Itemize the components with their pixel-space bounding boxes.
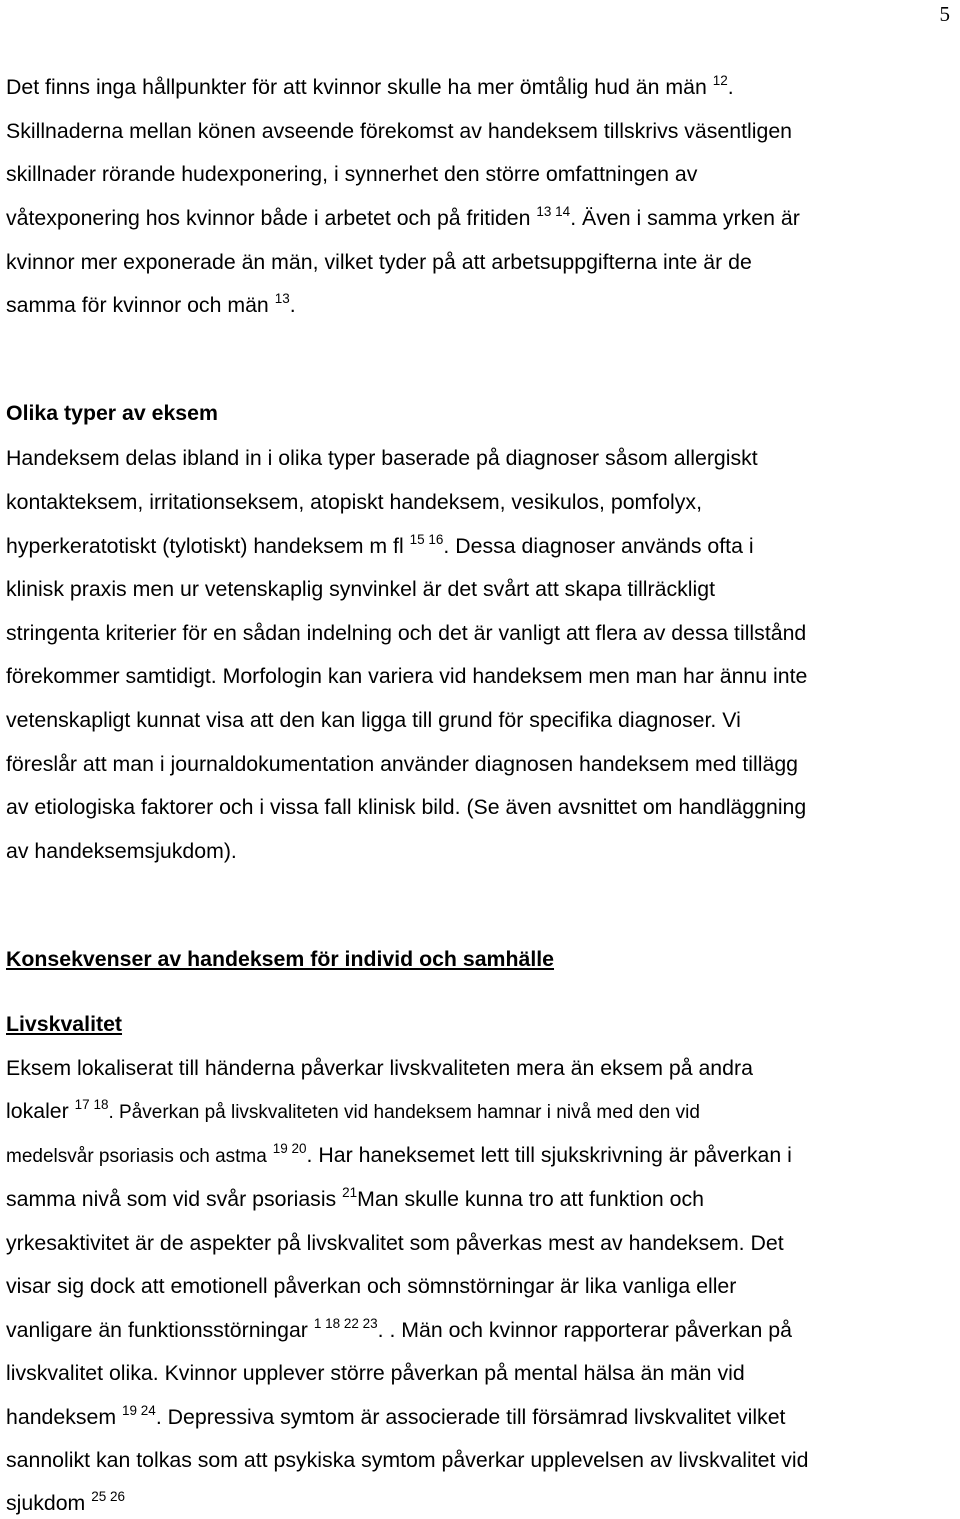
line-text: . Dessa diagnoser används ofta i — [443, 534, 754, 558]
line-text: . — [727, 75, 734, 99]
citation: 13 14 — [536, 204, 571, 219]
text-line: skillnader rörande hudexponering, i synnerhet den större omfattningen av — [6, 162, 698, 186]
line-text: lokaler — [6, 1099, 69, 1123]
line-text: . Påverkan på livskvaliteten vid handeksem hamnar i nivå med den vid — [108, 1102, 700, 1123]
line-text: samma nivå som vid svår psoriasis — [6, 1187, 337, 1211]
citation: 25 26 — [91, 1489, 126, 1504]
text-line: sannolikt kan tolkas som att psykiska symtom påverkar upplevelsen av livskvalitet vid — [6, 1448, 809, 1472]
line-text: . — [289, 293, 296, 317]
line-text: Det finns inga hållpunkter för att kvinnor skulle ha mer ömtålig hud än män — [6, 75, 707, 99]
line-text: vanligare än funktionsstörningar — [6, 1318, 308, 1342]
citation: 19 20 — [272, 1141, 307, 1156]
citation: 19 24 — [122, 1403, 156, 1418]
citation: 1 18 22 23 — [313, 1316, 378, 1331]
section-heading: Olika typer av eksem — [6, 401, 218, 425]
citation: 17 18 — [74, 1097, 109, 1112]
text-line: Skillnaderna mellan könen avseende förekomst av handeksem tillskrivs väsentligen — [6, 119, 793, 143]
citation: 21 — [342, 1185, 358, 1200]
line-text: . . Män och kvinnor rapporterar påverkan på — [377, 1318, 792, 1342]
text-line: av etiologiska faktorer och i vissa fall klinisk bild. (Se även avsnittet om handläggning — [6, 795, 807, 819]
text-line: av handeksemsjukdom). — [6, 839, 237, 863]
text-line — [6, 533, 754, 559]
text-line: klinisk praxis men ur vetenskaplig synvinkel är det svårt att skapa tillräckligt — [6, 577, 715, 601]
text-line: vetenskapligt kunnat visa att den kan ligga till grund för specifika diagnoser. Vi — [6, 708, 741, 732]
text-line — [6, 1317, 792, 1343]
text-line: förekommer samtidigt. Morfologin kan variera vid handeksem men man har ännu inte — [6, 664, 808, 688]
text-line: Eksem lokaliserat till händerna påverkar livskvaliteten mera än eksem på andra — [6, 1056, 753, 1080]
text-line: Handeksem delas ibland in i olika typer baserade på diagnoser såsom allergiskt — [6, 446, 758, 470]
text-line — [6, 1490, 125, 1516]
text-line: yrkesaktivitet är de aspekter på livskvalitet som påverkas mest av handeksem. Det — [6, 1231, 784, 1255]
citation: 15 16 — [409, 532, 444, 547]
text-line — [6, 1186, 704, 1212]
text-line — [6, 1098, 700, 1126]
text-line — [6, 74, 734, 100]
line-text: . Depressiva symtom är associerade till försämrad livskvalitet vilket — [155, 1405, 786, 1429]
citation: 13 — [274, 291, 290, 306]
text-line — [6, 292, 296, 318]
line-text: . Även i samma yrken är — [570, 206, 800, 230]
text-line: kontakteksem, irritationseksem, atopiskt handeksem, vesikulos, pomfolyx, — [6, 490, 702, 514]
line-text: handeksem — [6, 1405, 117, 1429]
citation: 12 — [712, 73, 728, 88]
text-line: visar sig dock att emotionell påverkan och sömnstörningar är lika vanliga eller — [6, 1274, 737, 1298]
text-line — [6, 1404, 785, 1430]
text-line: föreslår att man i journaldokumentation använder diagnosen handeksem med tillägg — [6, 752, 799, 776]
line-text: hyperkeratotiskt (tylotiskt) handeksem m fl — [6, 534, 404, 558]
text-line: kvinnor mer exponerade än män, vilket tyder på att arbetsuppgifterna inte är de — [6, 250, 752, 274]
line-text: sjukdom — [6, 1491, 86, 1515]
text-line — [6, 205, 800, 231]
line-text: medelsvår psoriasis och astma — [6, 1146, 267, 1167]
line-text: . Har haneksemet lett till sjukskrivning är påverkan i — [306, 1143, 792, 1167]
page-number: 5 — [939, 2, 950, 26]
line-text: Man skulle kunna tro att funktion och — [357, 1187, 705, 1211]
text-line — [6, 1142, 792, 1170]
section-heading: Konsekvenser av handeksem för individ och samhälle — [6, 947, 555, 971]
line-text: samma för kvinnor och män — [6, 293, 269, 317]
text-line: livskvalitet olika. Kvinnor upplever större påverkan på mental hälsa än män vid — [6, 1361, 745, 1385]
subsection-heading: Livskvalitet — [6, 1012, 123, 1036]
line-text: våtexponering hos kvinnor både i arbetet och på fritiden — [6, 206, 531, 230]
text-line: stringenta kriterier för en sådan indelning och det är vanligt att flera av dessa tillstånd — [6, 621, 807, 645]
